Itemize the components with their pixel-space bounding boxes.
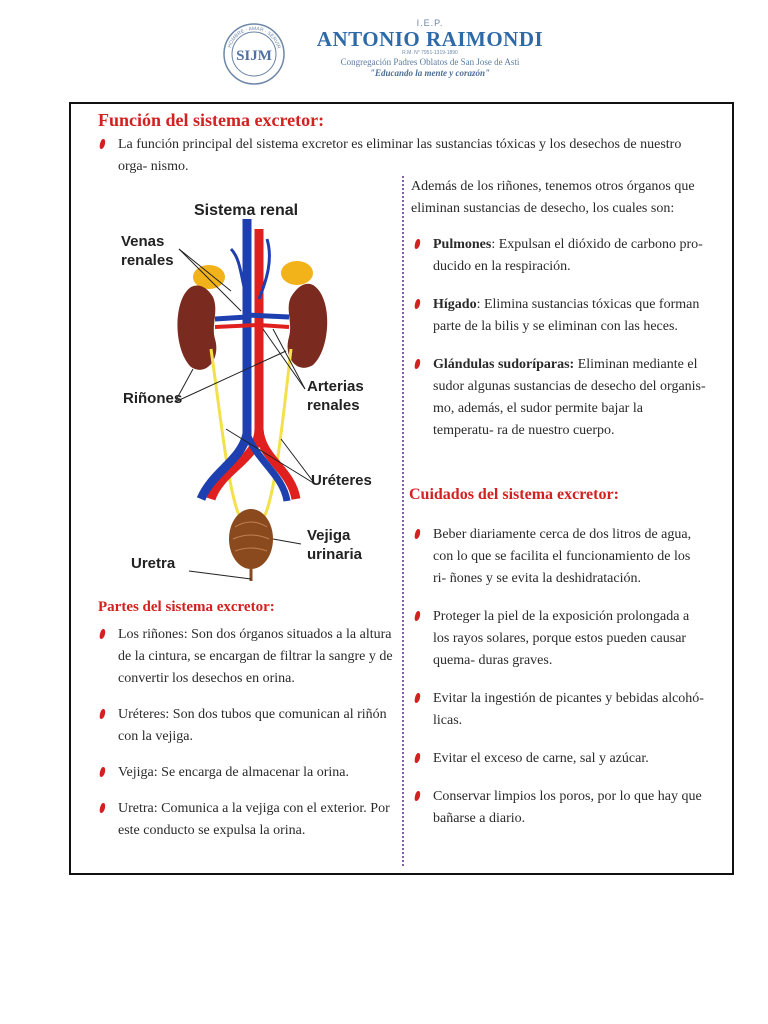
otros-intro: Además de los riñones, tenemos otros órganos que eliminan sustancias de desecho, los cuales son: xyxy=(411,179,695,216)
otros-item-higado xyxy=(411,294,707,338)
school-resolution: R.M. N° 7951-1319-1890 xyxy=(402,50,458,56)
label-ureteres: Uréteres xyxy=(311,472,372,489)
svg-text:HOMBRE · AMAR · SERVIR xyxy=(227,26,282,50)
cuidados-item-picantes: Evitar la ingestión de picantes y bebidas alcohó- licas. xyxy=(411,688,707,732)
cuidados-item-agua: Beber diariamente cerca de dos litros de agua, con lo que se facilita el funcionamiento de los ri- ñones y se evita la deshidratación. xyxy=(411,524,707,590)
otros-item-pulmones xyxy=(411,234,707,278)
cuidados-title: Cuidados del sistema excretor: xyxy=(409,486,619,503)
school-motto: "Educando la mente y corazón" xyxy=(370,68,490,78)
partes-title: Partes del sistema excretor: xyxy=(98,599,275,615)
document-header xyxy=(0,0,768,100)
cuidados-item-poros: Conservar limpios los poros, por lo que hay que bañarse a diario. xyxy=(411,786,707,830)
partes-item-uretra: Uretra: Comunica a la vejiga con el exterior. Por este conducto se expulsa la orina. xyxy=(96,798,396,842)
partes-item-vejiga: Vejiga: Se encarga de almacenar la orina. xyxy=(96,762,396,784)
renal-diagram xyxy=(91,199,391,589)
school-type: I.E.P. xyxy=(416,18,444,28)
funcion-text: La función principal del sistema excretor es eliminar las sustancias tóxicas y los desechos de nuestro orga- nismo. xyxy=(96,134,711,178)
school-title-block xyxy=(300,18,560,79)
otros-item-glandulas xyxy=(411,354,707,442)
label-rinones: Riñones xyxy=(123,390,183,407)
term-glandulas: Glándulas sudoríparas: xyxy=(433,357,575,372)
logo-ring-text: HOMBRE · AMAR · SERVIR xyxy=(226,25,282,50)
term-pulmones: Pulmones xyxy=(433,237,492,252)
logo-letters: SIJM xyxy=(236,48,272,64)
desc-pulmones: : Expulsan el dióxido de carbono pro- ducido en la respiración. xyxy=(433,237,703,274)
partes-item-ureteres: Uréteres: Son dos tubos que comunican al riñón con la vejiga. xyxy=(96,704,396,748)
cuidados-item-carne: Evitar el exceso de carne, sal y azúcar. xyxy=(411,748,707,770)
desc-higado: : Elimina sustancias tóxicas que forman parte de la bilis y se eliminan con las heces. xyxy=(433,297,700,334)
diagram-title: Sistema renal xyxy=(194,202,299,219)
school-logo xyxy=(222,22,286,86)
partes-item-rinones: Los riñones: Son dos órganos situados a la altura de la cintura, se encargan de filtrar la sangre y de convertir los desechos en orina. xyxy=(96,624,396,690)
content-frame xyxy=(69,102,734,875)
school-congregation: Congregación Padres Oblatos de San Jose de Asti xyxy=(340,57,520,67)
partes-list xyxy=(96,624,396,842)
otros-organos-section xyxy=(411,176,707,442)
label-uretra: Uretra xyxy=(131,555,176,572)
school-name: ANTONIO RAIMONDI xyxy=(316,27,544,51)
cuidados-list xyxy=(411,524,707,830)
label-venas-renales: Venas renales xyxy=(121,233,174,269)
label-vejiga-urinaria: Vejiga urinaria xyxy=(307,527,363,563)
funcion-title: Función del sistema excretor: xyxy=(98,110,325,130)
column-divider xyxy=(402,176,404,866)
cuidados-item-piel: Proteger la piel de la exposición prolongada a los rayos solares, porque estos pueden causar quema- duras graves. xyxy=(411,606,707,672)
term-higado: Hígado xyxy=(433,297,477,312)
label-arterias-renales: Arterias renales xyxy=(307,378,364,414)
desc-glandulas: Eliminan mediante el sudor algunas sustancias de desecho del organis- mo, además, el sudor permite bajar la temperatu- ra de nuestro cuerpo. xyxy=(433,357,706,438)
